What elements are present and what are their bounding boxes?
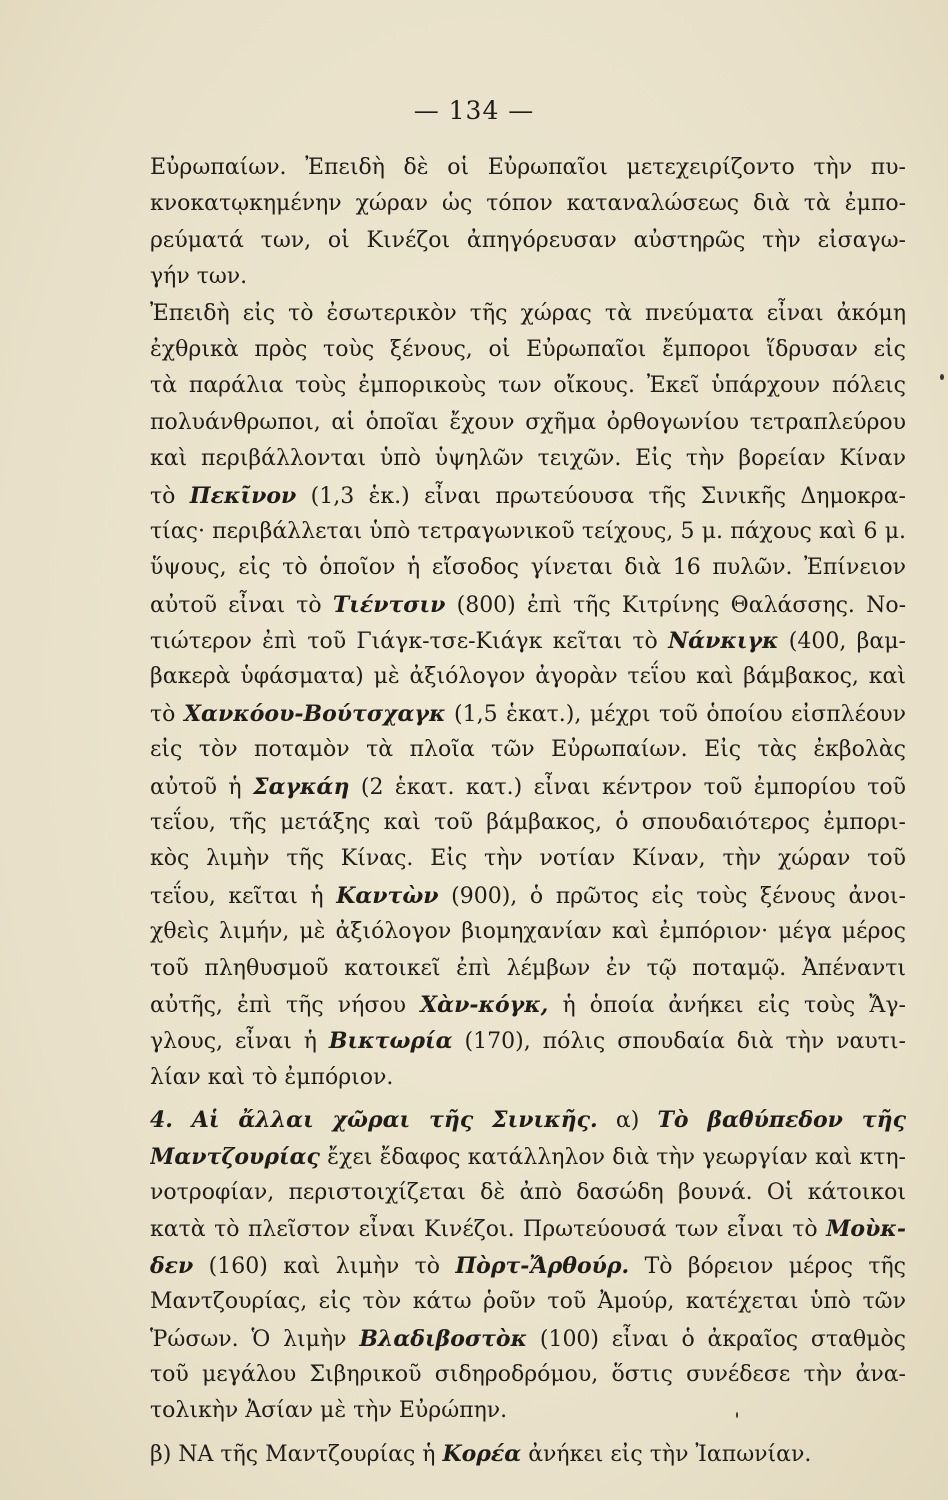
- emphasis-text: Μοὺκ-: [826, 1216, 906, 1243]
- text-line: χθεὶς λιμήν, μὲ ἀξιόλογον βιομηχανίαν καὶ ἐμπόριον· μέγα μέρος: [150, 919, 906, 945]
- text-line: τὰ παράλια τοὺς ἐμπορικοὺς των οἴκους. Ἐκεῖ ὑπάρχουν πόλεις: [150, 373, 906, 399]
- text-line: ὕψους, εἰς τὸ ὁποῖον ἡ εἴσοδος γίνεται διὰ 16 πυλῶν. Ἐπίνειον: [150, 555, 906, 581]
- text-line: ρεύματά των, οἱ Κινέζοι ἀπηγόρευσαν αὐστηρῶς τὴν εἰσαγω-: [150, 227, 906, 253]
- text-line: Εὐρωπαίων. Ἐπειδὴ δὲ οἱ Εὐρωπαῖοι μετεχειρίζοντο τὴν πυ-: [150, 155, 906, 180]
- text-line: κατὰ τὸ πλεῖστον εἶναι Κινέζοι. Πρωτεύουσά των εἶναι τὸ Μοὺκ-: [150, 1216, 906, 1243]
- emphasis-text: Χὰν-κόγκ,: [420, 991, 549, 1018]
- text-line: Ἐπειδὴ εἰς τὸ ἐσωτερικὸν τῆς χώρας τὰ πνεύματα εἶναι ἀκόμη: [150, 300, 906, 326]
- text-line: τὸ Χανκόου-Βούτσχαγκ (1,5 ἑκατ.), μέχρι τοῦ ὁποίου εἰσπλέουν: [150, 700, 906, 727]
- emphasis-text: Τὸ βαθύπεδον τῆς: [657, 1107, 906, 1134]
- emphasis-text: Πεκῖνον: [189, 482, 297, 509]
- text-line: αὐτῆς, ἐπὶ τῆς νήσου Χὰν-κόγκ, ἡ ὁποία ἀνήκει εἰς τοὺς Ἄγ-: [150, 991, 906, 1018]
- emphasis-text: 4. Αἱ ἄλλαι χῶραι τῆς Σινικῆς.: [150, 1107, 598, 1134]
- text-line: τεΐου, τῆς μετάξης καὶ τοῦ βάμβακος, ὁ σπουδαιότερος ἐμπορι-: [150, 810, 906, 836]
- paper-speck: [940, 374, 944, 380]
- text-line: β) ΝΑ τῆς Μαντζουρίας ἡ Κορέα ἀνήκει εἰς τὴν Ἰαπωνίαν.: [150, 1440, 812, 1467]
- text-line: τοῦ μεγάλου Σιβηρικοῦ σιδηροδρόμου, ὅστις συνέδεσε τὴν ἀνα-: [150, 1361, 906, 1387]
- text-line: αὐτοῦ ἡ Σαγκάη (2 ἑκατ. κατ.) εἶναι κέντρον τοῦ ἐμπορίου τοῦ: [150, 773, 906, 800]
- emphasis-text: Μαντζουρίας: [150, 1143, 320, 1170]
- text-line: Ῥώσων. Ὁ λιμὴν Βλαδιβοστὸκ (100) εἶναι ὁ ἀκραῖος σταθμὸς: [150, 1325, 906, 1352]
- text-line: γλους, εἶναι ἡ Βικτωρία (170), πόλις σπουδαία διὰ τὴν ναυτι-: [150, 1028, 906, 1055]
- emphasis-text: Νάνκιγκ: [668, 628, 779, 655]
- text-line: τιώτερον ἐπὶ τοῦ Γιάγκ-τσε-Κιάγκ κεῖται τὸ Νάνκιγκ (400, βαμ-: [150, 628, 906, 655]
- text-line: γήν των.: [150, 264, 248, 290]
- page-number: — 134 —: [413, 96, 535, 125]
- text-line: αὐτοῦ εἶναι τὸ Τιέντσιν (800) ἐπὶ τῆς Κιτρίνης Θαλάσσης. Νο-: [150, 591, 906, 618]
- text-line: κὸς λιμὴν τῆς Κίνας. Εἰς τὴν νοτίαν Κίναν, τὴν χώραν τοῦ: [150, 846, 906, 872]
- text-line: δεν (160) καὶ λιμὴν τὸ Πὸρτ-Ἄρθούρ. Τὸ βόρειον μέρος τῆς: [150, 1252, 906, 1279]
- text-line: λίαν καὶ τὸ ἐμπόριον.: [150, 1064, 394, 1090]
- text-line: ἐχθρικὰ πρὸς τοὺς ξένους, οἱ Εὐρωπαῖοι ἔμποροι ἵδρυσαν εἰς: [150, 336, 906, 362]
- emphasis-text: δεν: [150, 1252, 194, 1279]
- paper-speck: [736, 1412, 738, 1418]
- emphasis-text: Βλαδιβοστὸκ: [359, 1325, 528, 1352]
- text-line: κνοκατῳκημένην χώραν ὡς τόπον καταναλώσεως διὰ τὰ ἐμπο-: [150, 191, 906, 217]
- emphasis-text: Βικτωρία: [328, 1028, 453, 1055]
- emphasis-text: Πὸρτ-Ἄρθούρ.: [455, 1252, 630, 1279]
- emphasis-text: Τιέντσιν: [332, 591, 446, 618]
- emphasis-text: Κορέα: [442, 1440, 522, 1467]
- text-line: τολικὴν Ἀσίαν μὲ τὴν Εὐρώπην.: [150, 1398, 508, 1424]
- text-line: Μαντζουρίας, εἰς τὸν κάτω ῥοῦν τοῦ Ἀμούρ, κατέχεται ὑπὸ τῶν: [150, 1289, 906, 1315]
- text-line: τίας· περιβάλλεται ὑπὸ τετραγωνικοῦ τείχους, 5 μ. πάχους καὶ 6 μ.: [150, 518, 906, 544]
- section-heading-line: 4. Αἱ ἄλλαι χῶραι τῆς Σινικῆς. α) Τὸ βαθύπεδον τῆς: [150, 1107, 906, 1134]
- emphasis-text: Σαγκάη: [253, 773, 350, 800]
- text-line: εἰς τὸν ποταμὸν τὰ πλοῖα τῶν Εὐρωπαίων. Εἰς τὰς ἐκβολὰς: [150, 737, 906, 763]
- text-line: βακερὰ ὑφάσματα) μὲ ἀξιόλογον ἀγορὰν τεΐου καὶ βάμβακος, καὶ: [150, 664, 906, 690]
- text-line: Μαντζουρίας ἔχει ἔδαφος κατάλληλον διὰ τὴν γεωργίαν καὶ κτη-: [150, 1143, 906, 1170]
- text-line: τὸ Πεκῖνον (1,3 ἑκ.) εἶναι πρωτεύουσα τῆς Σινικῆς Δημοκρα-: [150, 482, 906, 509]
- text-line: νοτροφίαν, περιστοιχίζεται δὲ ἀπὸ δασώδη βουνά. Οἱ κάτοικοι: [150, 1179, 906, 1205]
- text-line: καὶ περιβάλλονται ὑπὸ ὑψηλῶν τειχῶν. Εἰς τὴν βορείαν Κίναν: [150, 446, 906, 472]
- emphasis-text: Χανκόου-Βούτσχαγκ: [183, 700, 446, 727]
- text-line: πολυάνθρωποι, αἱ ὁποῖαι ἔχουν σχῆμα ὀρθογωνίου τετραπλεύρου: [150, 409, 906, 435]
- text-line: τοῦ πληθυσμοῦ κατοικεῖ ἐπὶ λέμβων ἐν τῷ ποταμῷ. Ἀπέναντι: [150, 955, 906, 981]
- text-line: τεΐου, κεῖται ἡ Καντὼν (900), ὁ πρῶτος εἰς τοὺς ξένους ἀνοι-: [150, 882, 906, 909]
- body-text: [150, 150, 906, 1472]
- emphasis-text: Καντὼν: [336, 882, 439, 909]
